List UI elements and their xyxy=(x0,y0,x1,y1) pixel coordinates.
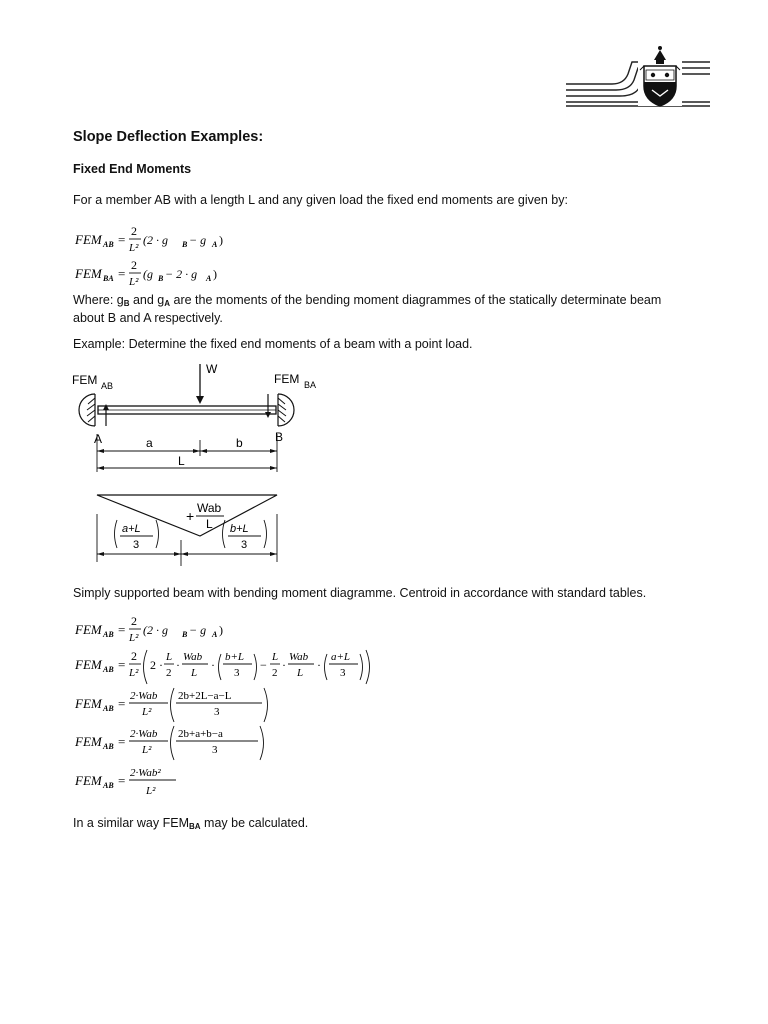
svg-text:AB: AB xyxy=(103,665,114,674)
svg-text:a+L: a+L xyxy=(331,651,351,663)
dim-l-label: L xyxy=(178,454,185,468)
svg-text:2·Wab: 2·Wab xyxy=(130,728,158,740)
svg-text:L: L xyxy=(297,667,304,679)
svg-text:−: − xyxy=(260,658,267,672)
svg-text:FEM: FEM xyxy=(75,657,102,672)
svg-text:3: 3 xyxy=(340,667,346,679)
fem-derivation-equations xyxy=(0,612,768,807)
svg-text:2b+a+b−a: 2b+a+b−a xyxy=(178,728,223,740)
where-text: Where: g xyxy=(73,293,124,307)
svg-text:AB: AB xyxy=(103,742,114,751)
svg-text:2: 2 xyxy=(131,224,137,238)
support-a-label: A xyxy=(94,432,103,446)
bmd-wab-den: L xyxy=(206,517,213,531)
svg-text:Wab: Wab xyxy=(183,651,203,663)
svg-text:3: 3 xyxy=(234,667,240,679)
svg-text:B: B xyxy=(182,240,188,249)
equation-fem-ab xyxy=(74,224,223,254)
left-centroid-den: 3 xyxy=(133,539,140,551)
svg-text:2·Wab²: 2·Wab² xyxy=(130,767,161,779)
svg-text:L²: L² xyxy=(129,242,139,254)
load-label: W xyxy=(206,362,218,376)
fem-ab-label: FEM xyxy=(72,373,98,387)
equation-fem-ba xyxy=(74,258,217,288)
svg-text:2: 2 xyxy=(131,258,137,272)
svg-text:=: = xyxy=(118,622,126,637)
svg-text:·: · xyxy=(317,658,321,672)
support-b-label: B xyxy=(275,430,284,444)
svg-text:=: = xyxy=(118,232,126,247)
where-text-line2: about B and A respectively. xyxy=(73,311,223,325)
svg-text:B: B xyxy=(158,274,164,283)
fem-equations-general xyxy=(0,220,768,290)
dim-a-label: a xyxy=(146,436,153,450)
svg-text:− 2 · g: − 2 · g xyxy=(165,267,198,281)
svg-text:L²: L² xyxy=(129,667,139,679)
svg-text:L²: L² xyxy=(146,785,156,797)
svg-text:FEM: FEM xyxy=(75,773,102,788)
svg-text:2: 2 xyxy=(131,649,137,663)
intro-paragraph: For a member AB with a length L and any given load the fixed end moments are given by: xyxy=(73,193,568,207)
section-title: Fixed End Moments xyxy=(73,162,192,176)
svg-text:=: = xyxy=(118,773,126,788)
svg-text:Wab: Wab xyxy=(289,651,309,663)
svg-text:b+L: b+L xyxy=(225,651,245,663)
svg-text:FEM: FEM xyxy=(75,622,102,637)
bmd-sign: + xyxy=(186,508,195,524)
derivation-step-2 xyxy=(74,649,370,684)
svg-text:(2 · g: (2 · g xyxy=(143,233,168,247)
fixed-support-b xyxy=(278,394,294,426)
subscript-ba: BA xyxy=(189,822,201,831)
svg-text:3: 3 xyxy=(214,706,220,718)
university-crest-logo xyxy=(560,44,710,110)
simply-supported-paragraph: Simply supported beam with bending moment diagramme. Centroid in accordance with standard tables. xyxy=(73,586,647,600)
svg-text:2: 2 xyxy=(166,667,172,679)
similar-way-paragraph xyxy=(73,815,713,833)
svg-text:A: A xyxy=(212,630,218,639)
similar-text-2: may be calculated. xyxy=(200,816,309,830)
beam-diagram xyxy=(68,360,318,572)
derivation-result xyxy=(74,767,176,797)
left-centroid-num: a+L xyxy=(122,523,141,535)
svg-text:FEM: FEM xyxy=(75,734,102,749)
derivation-step-1 xyxy=(74,614,223,644)
svg-text:2: 2 xyxy=(272,667,278,679)
svg-text:·: · xyxy=(176,658,180,672)
svg-text:L: L xyxy=(166,651,173,663)
svg-text:3: 3 xyxy=(212,744,218,756)
dim-b-label: b xyxy=(236,436,243,450)
svg-text:AB: AB xyxy=(103,240,114,249)
svg-text:=: = xyxy=(118,657,126,672)
svg-text:L²: L² xyxy=(142,744,152,756)
example-paragraph: Example: Determine the fixed end moments of a beam with a point load. xyxy=(73,337,473,351)
svg-text:): ) xyxy=(213,267,217,281)
svg-text:L²: L² xyxy=(129,276,139,288)
fem-ba-label: FEM xyxy=(274,372,300,386)
svg-text:B: B xyxy=(182,630,188,639)
svg-text:(2 · g: (2 · g xyxy=(143,623,168,637)
svg-text:FEM: FEM xyxy=(75,266,102,281)
svg-text:FEM: FEM xyxy=(75,696,102,711)
svg-text:2·Wab: 2·Wab xyxy=(130,690,158,702)
fem-ba-subscript: BA xyxy=(304,380,317,390)
fixed-support-a xyxy=(79,394,95,426)
svg-text:=: = xyxy=(118,734,126,749)
svg-text:L²: L² xyxy=(142,706,152,718)
svg-text:=: = xyxy=(118,696,126,711)
where-text-2: and g xyxy=(129,293,165,307)
page-title: Slope Deflection Examples: xyxy=(73,129,264,145)
svg-text:·: · xyxy=(159,658,163,672)
where-text-3: are the moments of the bending moment diagrammes of the statically determinate beam xyxy=(170,293,662,307)
where-paragraph xyxy=(73,292,713,326)
derivation-step-4 xyxy=(74,726,264,760)
svg-text:A: A xyxy=(206,274,212,283)
right-centroid-num: b+L xyxy=(230,523,249,535)
svg-text:L: L xyxy=(191,667,198,679)
svg-text:L: L xyxy=(272,651,279,663)
derivation-step-3 xyxy=(74,688,268,722)
svg-text:BA: BA xyxy=(103,274,114,283)
svg-text:− g: − g xyxy=(189,623,207,637)
svg-text:·: · xyxy=(211,658,215,672)
bmd-wab: Wab xyxy=(197,501,222,515)
subscript-a: A xyxy=(164,299,171,308)
svg-text:(g: (g xyxy=(143,267,153,281)
svg-text:2: 2 xyxy=(131,614,137,628)
similar-text: In a similar way FEM xyxy=(73,816,189,830)
svg-text:2b+2L−a−L: 2b+2L−a−L xyxy=(178,690,232,702)
svg-text:): ) xyxy=(219,233,223,247)
right-centroid-den: 3 xyxy=(241,539,248,551)
svg-text:FEM: FEM xyxy=(75,232,102,247)
svg-text:L²: L² xyxy=(129,632,139,644)
fem-ab-subscript: AB xyxy=(101,381,114,391)
subscript-b: B xyxy=(123,299,130,308)
svg-text:AB: AB xyxy=(103,781,114,790)
svg-text:): ) xyxy=(219,623,223,637)
svg-text:AB: AB xyxy=(103,630,114,639)
svg-text:AB: AB xyxy=(103,704,114,713)
svg-text:·: · xyxy=(282,658,286,672)
svg-text:2: 2 xyxy=(150,658,156,672)
svg-text:− g: − g xyxy=(189,233,207,247)
svg-text:=: = xyxy=(118,266,126,281)
svg-text:A: A xyxy=(212,240,218,249)
